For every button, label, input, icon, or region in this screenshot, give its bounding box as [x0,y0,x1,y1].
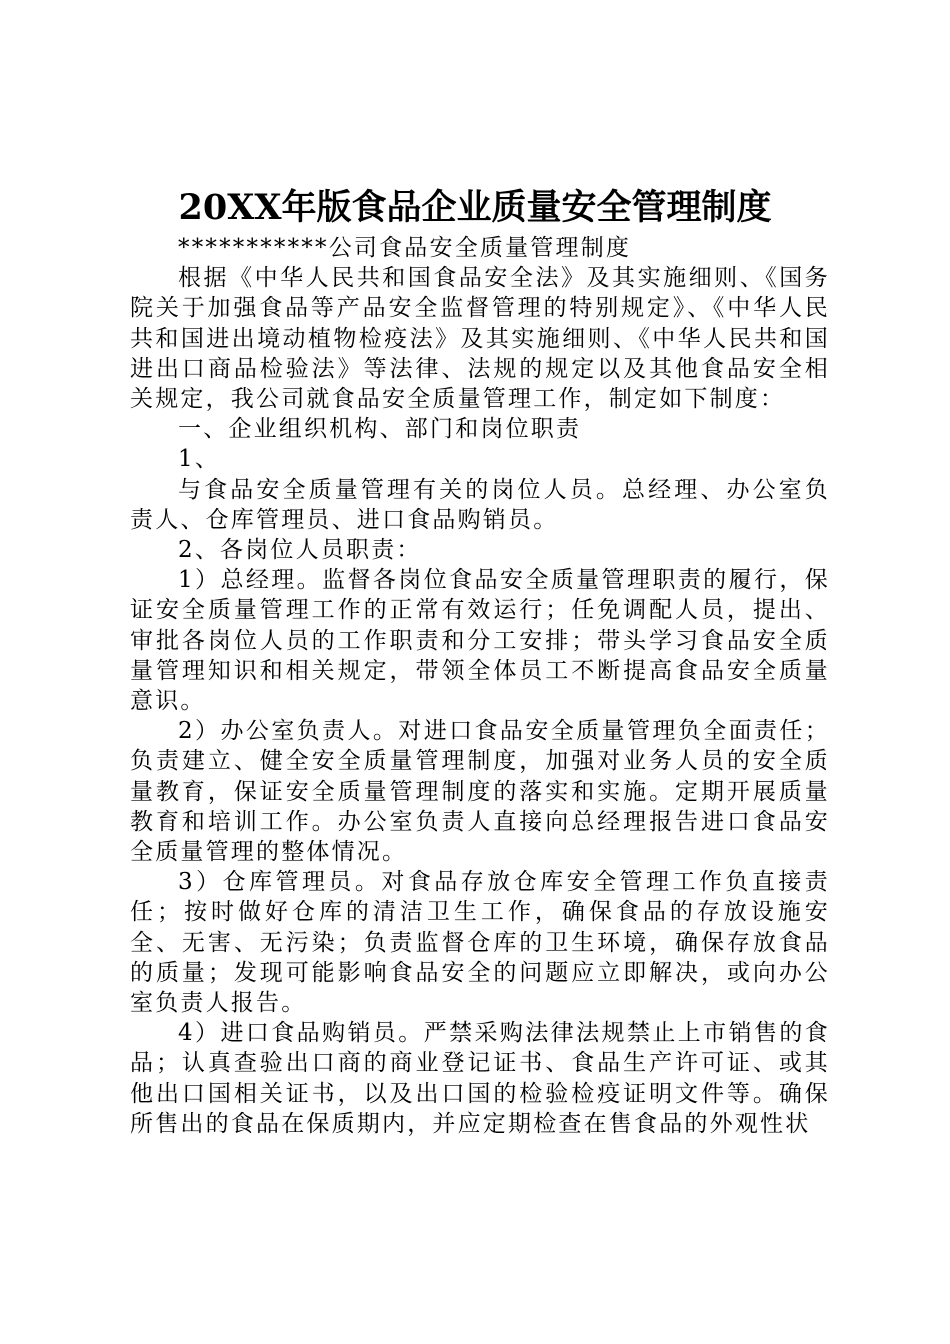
section-heading-organization: 一、企业组织机构、部门和岗位职责 [178,416,582,443]
company-policy-heading: ***********公司食品安全质量管理制度 [178,235,632,261]
paragraph-legal-basis: 根据《中华人民共和国食品安全法》及其实施细则、《国务院关于加强食品等产品安全监督管理的特别规定》、《中华人民共和国进出境动植物检疫法》及其实施细则、《中华人民共和国进出口商品检验法》等法律、法规的规定以及其他食品安全相关规定，我公司就食品安全质量管理工作，制定如下制度： [130,265,830,413]
document-body [130,233,830,1139]
item-heading-duties: 2、各岗位人员职责： [178,537,422,564]
paragraph-import-sales: 4）进口食品购销员。严禁采购法律法规禁止上市销售的食品；认真查验出口商的商业登记证书、食品生产许可证、或其他出口国相关证书，以及出口国的检验检疫证明文件等。确保所售出的食品在保质期内，并应定期检查在售食品的外观性状 [130,1020,830,1137]
paragraph-general-manager: 1）总经理。监督各岗位食品安全质量管理职责的履行，保证安全质量管理工作的正常有效运行；任免调配人员，提出、审批各岗位人员的工作职责和分工安排；带头学习食品安全质量管理知识和相关规定，带领全体员工不断提高食品安全质量意识。 [130,567,830,715]
paragraph-warehouse-manager: 3）仓库管理员。对食品存放仓库安全管理工作负直接责任；按时做好仓库的清洁卫生工作，确保食品的存放设施安全、无害、无污染；负责监督仓库的卫生环境，确保存放食品的质量；发现可能影响食品安全的问题应立即解决，或向办公室负责人报告。 [130,869,830,1017]
document-title: 20XX年版食品企业质量安全管理制度 [178,187,772,228]
item-number-1: 1、 [178,446,221,473]
paragraph-positions: 与食品安全质量管理有关的岗位人员。总经理、办公室负责人、仓库管理员、进口食品购销员。 [130,476,830,533]
paragraph-office-head: 2）办公室负责人。对进口食品安全质量管理负全面责任；负责建立、健全安全质量管理制度，加强对业务人员的安全质量教育，保证安全质量管理制度的落实和实施。定期开展质量教育和培训工作。办公室负责人直接向总经理报告进口食品安全质量管理的整体情况。 [130,718,830,866]
